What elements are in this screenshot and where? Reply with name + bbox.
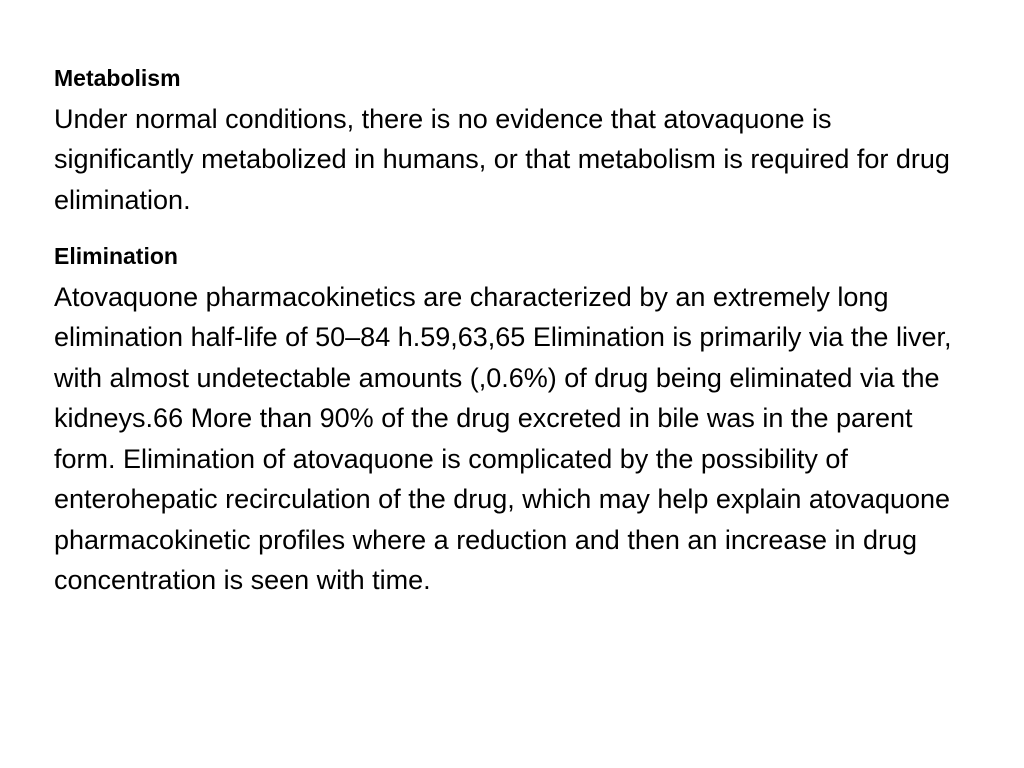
slide-content [54, 58, 974, 601]
elimination-body: Atovaquone pharmacokinetics are characterized by an extremely long elimination half-life of 50–84 h.59,63,65 Elimination is primarily via the liver, with almost undetectable amounts (,0.6%) of drug being eliminated via the kidneys.66 More than 90% of the drug excreted in bile was in the parent form. Elimination of atovaquone is complicated by the possibility of enterohepatic recirculation of the drug, which may help explain atovaquone pharmacokinetic profiles where a reduction and then an increase in drug concentration is seen with time. [54, 281, 952, 595]
metabolism-section [54, 58, 974, 220]
metabolism-heading: Metabolism [54, 65, 181, 91]
elimination-heading: Elimination [54, 243, 178, 269]
elimination-section [54, 236, 974, 601]
metabolism-body: Under normal conditions, there is no evidence that atovaquone is significantly metabolized in humans, or that metabolism is required for drug elimination. [54, 103, 950, 215]
